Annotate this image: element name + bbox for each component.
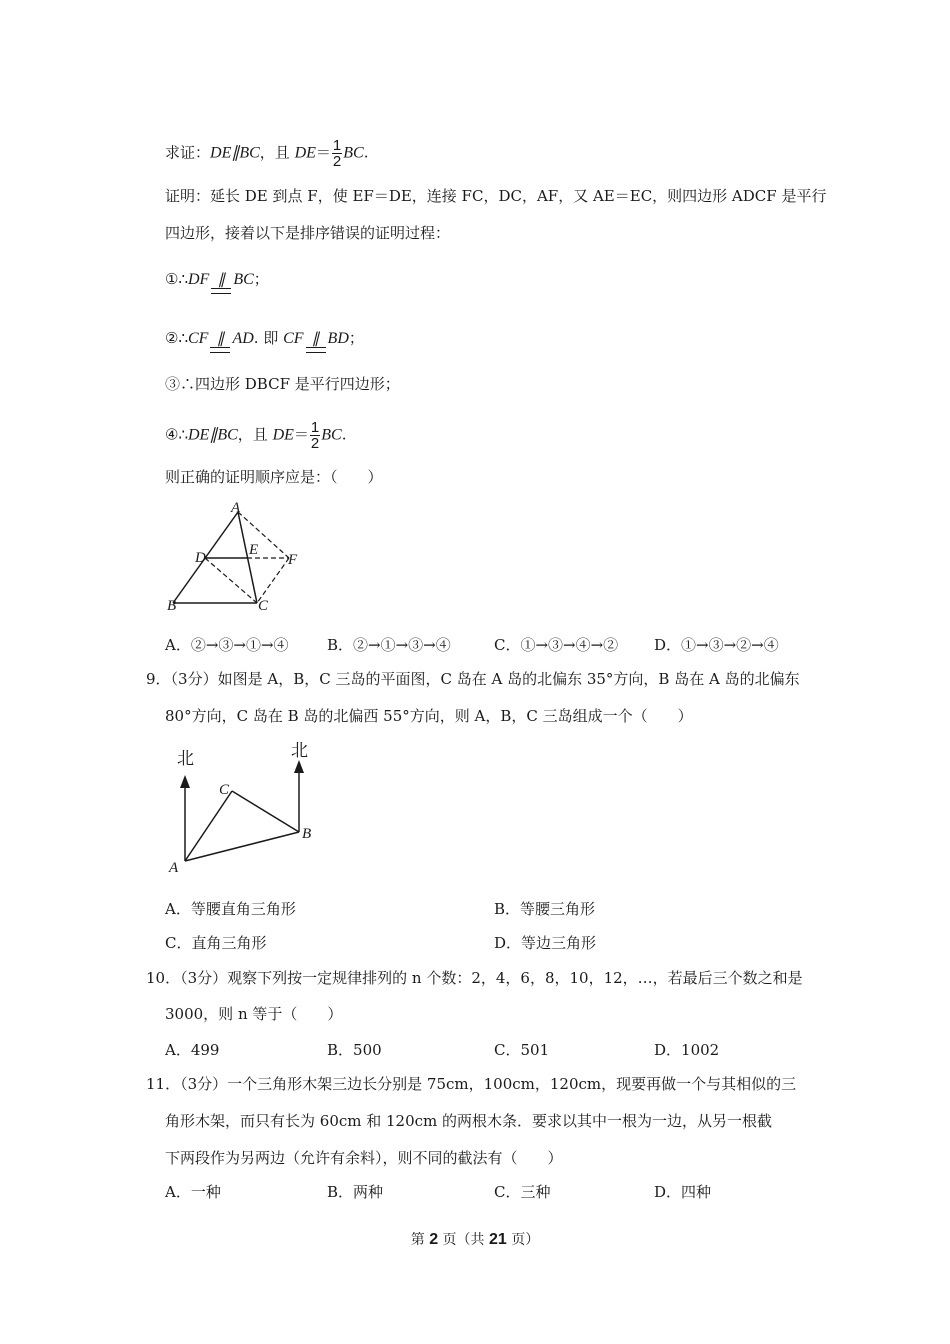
q8-option-b[interactable]: B．②→①→③→④	[327, 636, 451, 654]
q10-line-1: 10．（3分）观察下列按一定规律排列的 n 个数：2，4，6，8，10，12，…，若最后三个数之和是	[146, 969, 803, 987]
q8-option-c[interactable]: C．①→③→④→②	[494, 636, 619, 654]
label-E: E	[249, 542, 259, 558]
q11-option-c[interactable]: C．三种	[494, 1183, 551, 1201]
q8-ask: 则正确的证明顺序应是：（ ）	[165, 468, 383, 486]
proof-step-2: ②∴CF ∥ AD. 即 CF ∥ BD；	[165, 327, 364, 350]
fraction-half: $\frac{1}{2}$	[332, 137, 342, 170]
parallel-equal-symbol: ∥	[304, 328, 328, 350]
q11-option-b[interactable]: B．两种	[327, 1183, 384, 1201]
label-A: A	[169, 860, 179, 876]
parallel-equal-symbol: ∥	[208, 328, 232, 350]
q9-option-b[interactable]: B．等腰三角形	[494, 900, 596, 918]
q11-line-2: 角形木架，而只有长为 60cm 和 120cm 的两根木条．要求以其中一根为一边，从另一根截	[165, 1112, 773, 1130]
q8-figure	[165, 502, 305, 612]
proof-step-3: ③∴四边形 DBCF 是平行四边形；	[165, 375, 400, 393]
q9-figure	[165, 738, 325, 878]
fraction-half: $\frac{1}{2}$	[310, 419, 320, 452]
q11-line-3: 下两段作为另两边（允许有余料），则不同的截法有（ ）	[165, 1149, 563, 1167]
proof-line-2: 四边形，接着以下是排序错误的证明过程：	[165, 224, 451, 242]
proof-line-1: 证明：延长 DE 到点 F，使 EF＝DE，连接 FC，DC，AF，又 AE＝EC，则四边形 ADCF 是平行	[165, 187, 827, 205]
label-C: C	[258, 598, 269, 614]
q8-option-a[interactable]: A．②→③→①→④	[165, 636, 289, 654]
q11-line-1: 11．（3分）一个三角形木架三边长分别是 75cm，100cm，120cm，现要再做一个与其相似的三	[146, 1075, 797, 1093]
q10-line-2: 3000，则 n 等于（ ）	[165, 1005, 343, 1023]
proof-step-4: ④∴DE∥BC，且 DE＝ $\frac{1}{2}$ BC.	[165, 419, 347, 452]
q9-option-d[interactable]: D．等边三角形	[494, 934, 597, 952]
q10-option-a[interactable]: A．499	[165, 1041, 220, 1059]
north-label-1: 北	[177, 749, 194, 769]
q9-line-2: 80°方向，C 岛在 B 岛的北偏西 55°方向，则 A，B，C 三岛组成一个（ ）	[165, 707, 693, 725]
q9-option-c[interactable]: C．直角三角形	[165, 934, 267, 952]
label-C: C	[219, 782, 230, 798]
label-A: A	[231, 500, 241, 516]
page-total: 21	[489, 1231, 507, 1248]
north-label-2: 北	[291, 741, 308, 761]
parallel-equal-symbol: ∥	[209, 269, 233, 291]
q11-option-d[interactable]: D．四种	[654, 1183, 712, 1201]
q10-option-b[interactable]: B．500	[327, 1041, 382, 1059]
q10-option-d[interactable]: D．1002	[654, 1041, 720, 1059]
q8-option-d[interactable]: D．①→③→②→④	[654, 636, 779, 654]
proof-step-1: ①∴DF ∥ BC；	[165, 268, 269, 291]
to-prove-line: 求证：DE∥BC，且 DE＝ $\frac{1}{2}$ BC.	[165, 137, 369, 170]
q9-option-a[interactable]: A．等腰直角三角形	[165, 900, 296, 918]
label-F: F	[288, 552, 298, 568]
label-B: B	[302, 826, 312, 842]
q11-option-a[interactable]: A．一种	[165, 1183, 221, 1201]
page-footer: 第 2 页（共 21 页）	[410, 1231, 540, 1248]
label-B: B	[167, 598, 177, 614]
label-D: D	[195, 550, 206, 566]
q10-option-c[interactable]: C．501	[494, 1041, 550, 1059]
q9-line-1: 9．（3分）如图是 A，B，C 三岛的平面图，C 岛在 A 岛的北偏东 35°方向，B 岛在 A 岛的北偏东	[146, 670, 800, 688]
page-number: 2	[429, 1231, 439, 1248]
